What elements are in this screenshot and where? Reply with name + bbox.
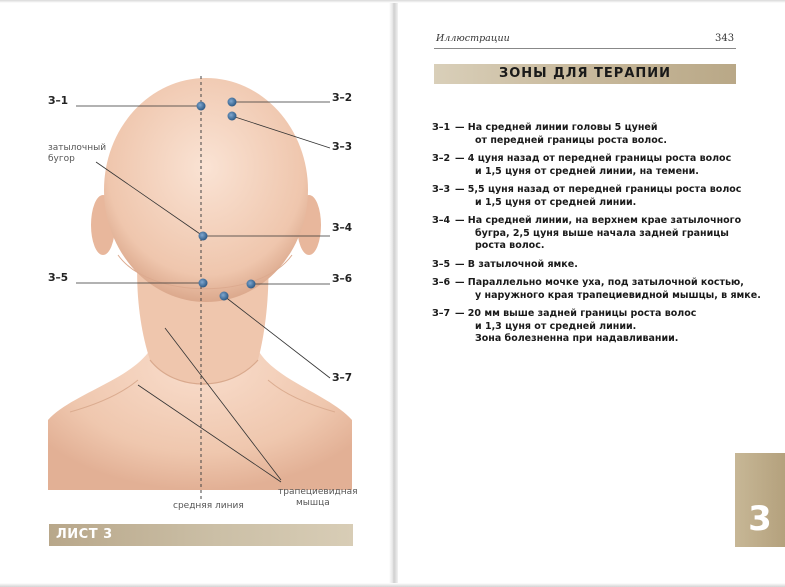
zone-code: З–2 (432, 153, 451, 164)
zone-code: З–6 (432, 277, 451, 288)
zone-text-line: Зона болезненна при надавливании. (475, 333, 679, 344)
zone-text-line: — В затылочной ямке. (455, 258, 578, 270)
zone-label-z2: З–2 (332, 92, 353, 104)
chapter-number: 3 (748, 499, 772, 539)
point-z2 (228, 98, 237, 107)
zone-code: З–3 (432, 184, 451, 195)
point-z4 (199, 232, 208, 241)
point-z1 (197, 102, 206, 111)
midline-label: средняя линия (173, 501, 244, 511)
occipital-label-line2: бугор (48, 154, 75, 164)
zone-code: З–7 (432, 308, 451, 319)
zone-text-line: бугра, 2,5 цуня выше начала задней границы (475, 227, 729, 239)
point-z6 (247, 280, 256, 289)
zone-text-line: — На средней линии головы 5 цуней (455, 122, 658, 133)
trapezius-label-line1: трапециевидная (278, 487, 358, 497)
point-z5 (199, 279, 208, 288)
zone-label-z3: З–3 (332, 141, 353, 153)
sheet-label: ЛИСТ 3 (56, 527, 113, 542)
zone-text-line: — 20 мм выше задней границы роста волос (455, 308, 697, 319)
chapter-tab (735, 453, 785, 547)
zone-label-z4: З–4 (332, 222, 353, 234)
zone-item-z5 (432, 259, 752, 272)
zone-list (432, 122, 761, 352)
zone-text-line: и 1,5 цуня от средней линии. (475, 196, 637, 208)
zone-item-z6 (432, 277, 761, 302)
zone-code: З–4 (432, 215, 451, 226)
zone-item-z4 (432, 215, 752, 253)
head-shape (104, 78, 308, 302)
title-bar (434, 64, 736, 84)
trapezius-label-line2: мышца (296, 498, 330, 508)
zone-text-line: — 5,5 цуня назад от передней границы роста волос (455, 184, 742, 195)
point-z7 (220, 292, 229, 301)
zone-item-z7 (432, 308, 752, 346)
page-title: ЗОНЫ ДЛЯ ТЕРАПИИ (498, 66, 672, 81)
sheet-banner (49, 524, 353, 546)
zone-text-line: у наружного края трапециевидной мышцы, в ямке. (475, 289, 761, 301)
zone-item-z1 (432, 122, 752, 147)
zone-text-line: — 4 цуня назад от передней границы роста волос (455, 153, 732, 164)
page-number: 343 (715, 33, 735, 44)
zone-item-z2 (432, 153, 752, 178)
zone-text-line: — Параллельно мочке уха, под затылочной костью, (455, 277, 744, 288)
zone-text-line: и 1,3 цуня от средней линии. (475, 320, 637, 332)
zone-label-z1: З–1 (48, 95, 69, 107)
zone-code: З–1 (432, 122, 451, 133)
point-z3 (228, 112, 237, 121)
running-head: Иллюстрации (436, 33, 510, 44)
zone-code: З–5 (432, 258, 451, 270)
zone-label-z6: З–6 (332, 273, 353, 285)
zone-label-z5: З–5 (48, 272, 69, 284)
zone-label-z7: З–7 (332, 372, 353, 384)
zone-text-line: — На средней линии, на верхнем крае затылочного (455, 215, 742, 226)
zone-text-line: роста волос. (475, 240, 545, 251)
zone-text-line: от передней границы роста волос. (475, 134, 668, 146)
occipital-label-line1: затылочный (48, 143, 107, 153)
zone-item-z3 (432, 184, 752, 209)
header-rule (434, 48, 736, 49)
zone-text-line: и 1,5 цуня от средней линии, на темени. (475, 165, 699, 177)
